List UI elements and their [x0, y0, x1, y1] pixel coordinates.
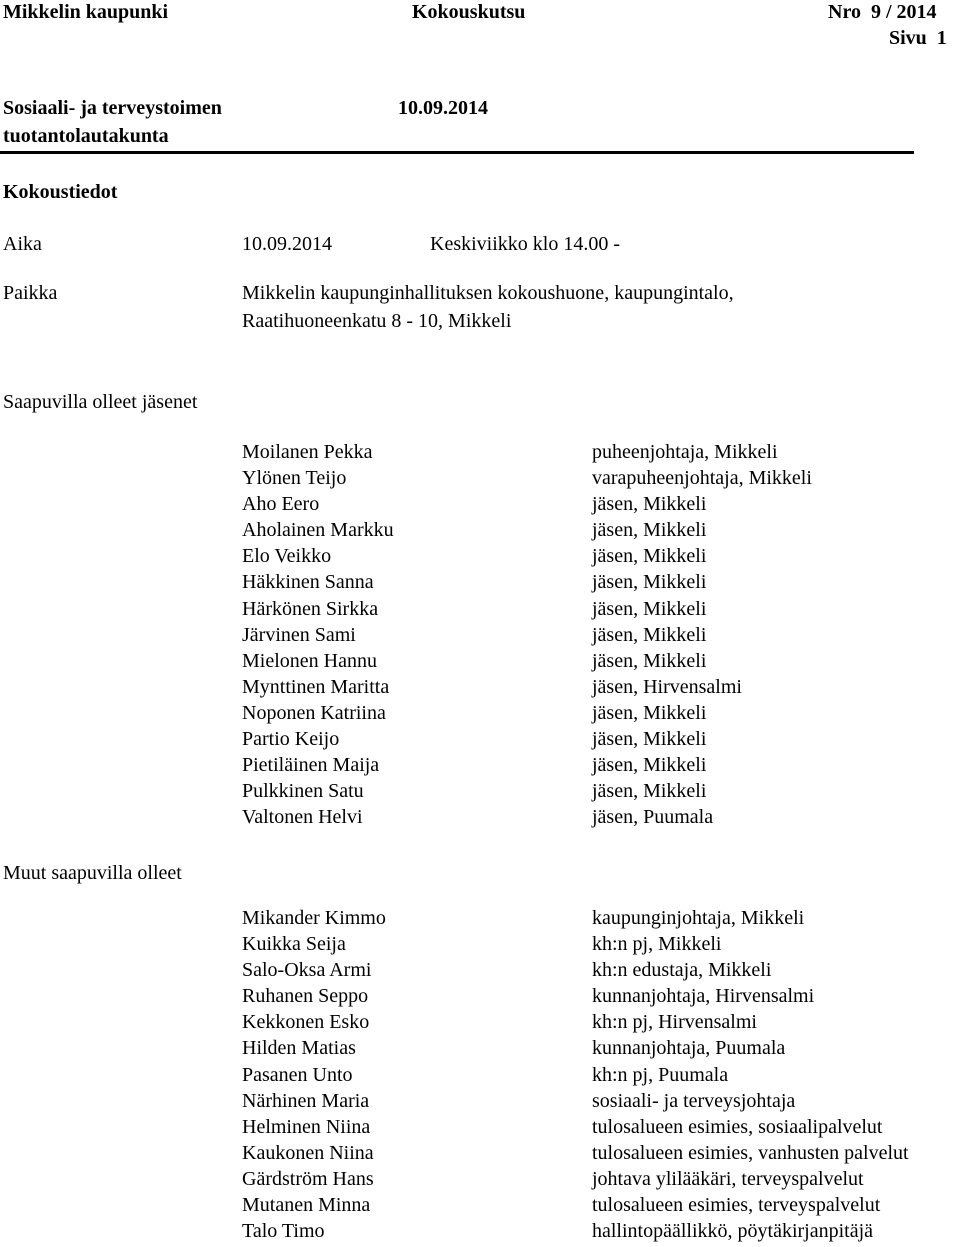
members-name-list: [242, 440, 394, 831]
place-line2: Raatihuoneenkatu 8 - 10, Mikkeli: [242, 310, 512, 332]
member-role: jäsen, Mikkeli: [592, 571, 707, 594]
attendee-name: Kekkonen Esko: [242, 1011, 370, 1034]
attendee-role: johtava ylilääkäri, terveyspalvelut: [592, 1167, 864, 1190]
attendee-name: Mikander Kimmo: [242, 907, 386, 929]
attendee-name: Helminen Niina: [242, 1115, 371, 1138]
attendee-name: Ruhanen Seppo: [242, 985, 369, 1008]
attendee-role: kh:n pj, Hirvensalmi: [592, 1011, 757, 1034]
attendee-role: tulosalueen esimies, terveyspalvelut: [592, 1194, 881, 1217]
header-divider: [0, 151, 914, 154]
members-heading: Saapuvilla olleet jäsenet: [3, 391, 198, 413]
attendee-role: hallintopäällikkö, pöytäkirjanpitäjä: [592, 1220, 874, 1243]
member-role: jäsen, Mikkeli: [592, 519, 707, 542]
others-role-list: [592, 906, 909, 1245]
place-label: Paikka: [3, 282, 58, 304]
attendee-role: kaupunginjohtaja, Mikkeli: [592, 907, 805, 929]
member-name: Mielonen Hannu: [242, 649, 377, 672]
member-role: jäsen, Mikkeli: [592, 649, 707, 672]
document-number: Nro 9 / 2014: [828, 1, 937, 23]
committee-name-line1: Sosiaali- ja terveystoimen: [3, 97, 222, 119]
org-name: Mikkelin kaupunki: [3, 1, 169, 23]
member-name: Järvinen Sami: [242, 623, 356, 646]
member-name: Mynttinen Maritta: [242, 675, 390, 698]
member-role: puheenjohtaja, Mikkeli: [592, 441, 778, 463]
member-role: jäsen, Mikkeli: [592, 701, 707, 724]
place-line1: Mikkelin kaupunginhallituksen kokoushuone, kaupungintalo,: [242, 282, 734, 304]
member-name: Aholainen Markku: [242, 519, 394, 542]
members-role-list: [592, 440, 812, 831]
attendee-name: Mutanen Minna: [242, 1194, 371, 1217]
attendee-role: kunnanjohtaja, Puumala: [592, 1037, 786, 1060]
attendee-role: kh:n edustaja, Mikkeli: [592, 959, 772, 982]
member-role: jäsen, Mikkeli: [592, 623, 707, 646]
member-role: jäsen, Mikkeli: [592, 728, 707, 751]
others-heading: Muut saapuvilla olleet: [3, 862, 182, 884]
attendee-name: Kaukonen Niina: [242, 1141, 374, 1164]
member-role: varapuheenjohtaja, Mikkeli: [592, 467, 812, 490]
meeting-info-heading: Kokoustiedot: [3, 181, 118, 203]
attendee-role: kh:n pj, Mikkeli: [592, 933, 722, 956]
member-name: Moilanen Pekka: [242, 441, 373, 463]
attendee-role: kh:n pj, Puumala: [592, 1063, 729, 1086]
document-type: Kokouskutsu: [412, 1, 526, 23]
member-role: jäsen, Mikkeli: [592, 754, 707, 777]
member-name: Häkkinen Sanna: [242, 571, 374, 594]
member-name: Härkönen Sirkka: [242, 597, 379, 620]
attendee-name: Salo-Oksa Armi: [242, 959, 372, 982]
member-name: Pietiläinen Maija: [242, 754, 380, 777]
member-name: Ylönen Teijo: [242, 467, 347, 490]
member-role: jäsen, Mikkeli: [592, 493, 707, 516]
member-name: Aho Eero: [242, 493, 320, 516]
attendee-name: Hilden Matias: [242, 1037, 356, 1060]
member-name: Noponen Katriina: [242, 701, 386, 724]
others-name-list: [242, 906, 386, 1245]
attendee-name: Gärdström Hans: [242, 1167, 374, 1190]
member-role: jäsen, Mikkeli: [592, 597, 707, 620]
page-number: Sivu 1: [889, 27, 947, 49]
attendee-name: Talo Timo: [242, 1220, 325, 1243]
time-label: Aika: [3, 233, 42, 255]
attendee-role: tulosalueen esimies, sosiaalipalvelut: [592, 1115, 883, 1138]
member-name: Elo Veikko: [242, 545, 332, 568]
attendee-role: tulosalueen esimies, vanhusten palvelut: [592, 1141, 909, 1164]
member-role: jäsen, Puumala: [592, 806, 714, 829]
member-name: Valtonen Helvi: [242, 806, 363, 829]
member-role: jäsen, Mikkeli: [592, 780, 707, 803]
committee-name-line2: tuotantolautakunta: [3, 125, 169, 147]
time-detail: Keskiviikko klo 14.00 -: [430, 233, 620, 255]
committee-date: 10.09.2014: [398, 97, 488, 119]
member-role: jäsen, Hirvensalmi: [592, 675, 742, 698]
attendee-name: Pasanen Unto: [242, 1063, 353, 1086]
attendee-role: sosiaali- ja terveysjohtaja: [592, 1089, 796, 1112]
member-name: Partio Keijo: [242, 728, 340, 751]
attendee-role: kunnanjohtaja, Hirvensalmi: [592, 985, 815, 1008]
attendee-name: Kuikka Seija: [242, 933, 346, 956]
time-date: 10.09.2014: [242, 233, 332, 255]
member-name: Pulkkinen Satu: [242, 780, 364, 803]
attendee-name: Närhinen Maria: [242, 1089, 370, 1112]
member-role: jäsen, Mikkeli: [592, 545, 707, 568]
